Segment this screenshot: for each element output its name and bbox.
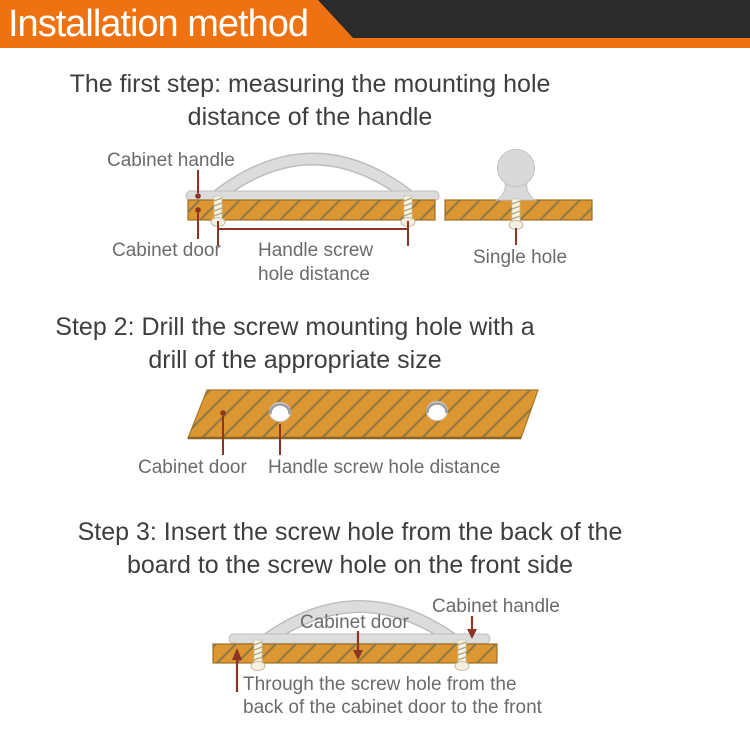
board-hatch	[188, 390, 538, 438]
step2-title-line1: Step 2: Drill the screw mounting hole with a	[55, 313, 535, 341]
step1-diagram	[186, 150, 592, 247]
step2-title-line2: drill of the appropriate size	[148, 346, 442, 374]
pointer-dot	[220, 410, 226, 416]
board-hatch	[188, 200, 435, 220]
page-title: Installation method	[8, 3, 308, 45]
label-screw-hole-distance	[258, 239, 373, 287]
drilled-hole-left	[270, 403, 291, 422]
label-cabinet-handle: Cabinet handle	[432, 596, 560, 617]
step1-title-line2: distance of the handle	[187, 103, 433, 131]
label-single-hole: Single hole	[473, 247, 568, 268]
step2-diagram	[188, 390, 538, 455]
pointer-dot	[195, 207, 201, 213]
label-through-line1: Through the screw hole from the	[243, 674, 517, 695]
drilled-hole-right	[427, 402, 448, 421]
step3-title-line1: Step 3: Insert the screw hole from the back of the	[77, 518, 623, 546]
label-screw-hole-distance-line1: Handle screw	[258, 240, 374, 261]
step1-title-line1: The first step: measuring the mounting hole	[69, 70, 551, 98]
label-cabinet-door: Cabinet door	[112, 240, 221, 261]
label-through-screw-hole	[243, 673, 542, 719]
label-cabinet-door: Cabinet door	[300, 612, 409, 633]
label-cabinet-door: Cabinet door	[138, 457, 247, 478]
step3-title-line2: board to the screw hole on the front side	[126, 551, 574, 579]
label-screw-hole-distance-line2: hole distance	[258, 264, 370, 285]
label-screw-hole-distance: Handle screw hole distance	[268, 457, 501, 478]
pointer-dot	[195, 193, 201, 199]
label-cabinet-handle: Cabinet handle	[107, 150, 235, 171]
label-through-line2: back of the cabinet door to the front	[243, 697, 542, 718]
knob-graphic	[497, 150, 535, 201]
